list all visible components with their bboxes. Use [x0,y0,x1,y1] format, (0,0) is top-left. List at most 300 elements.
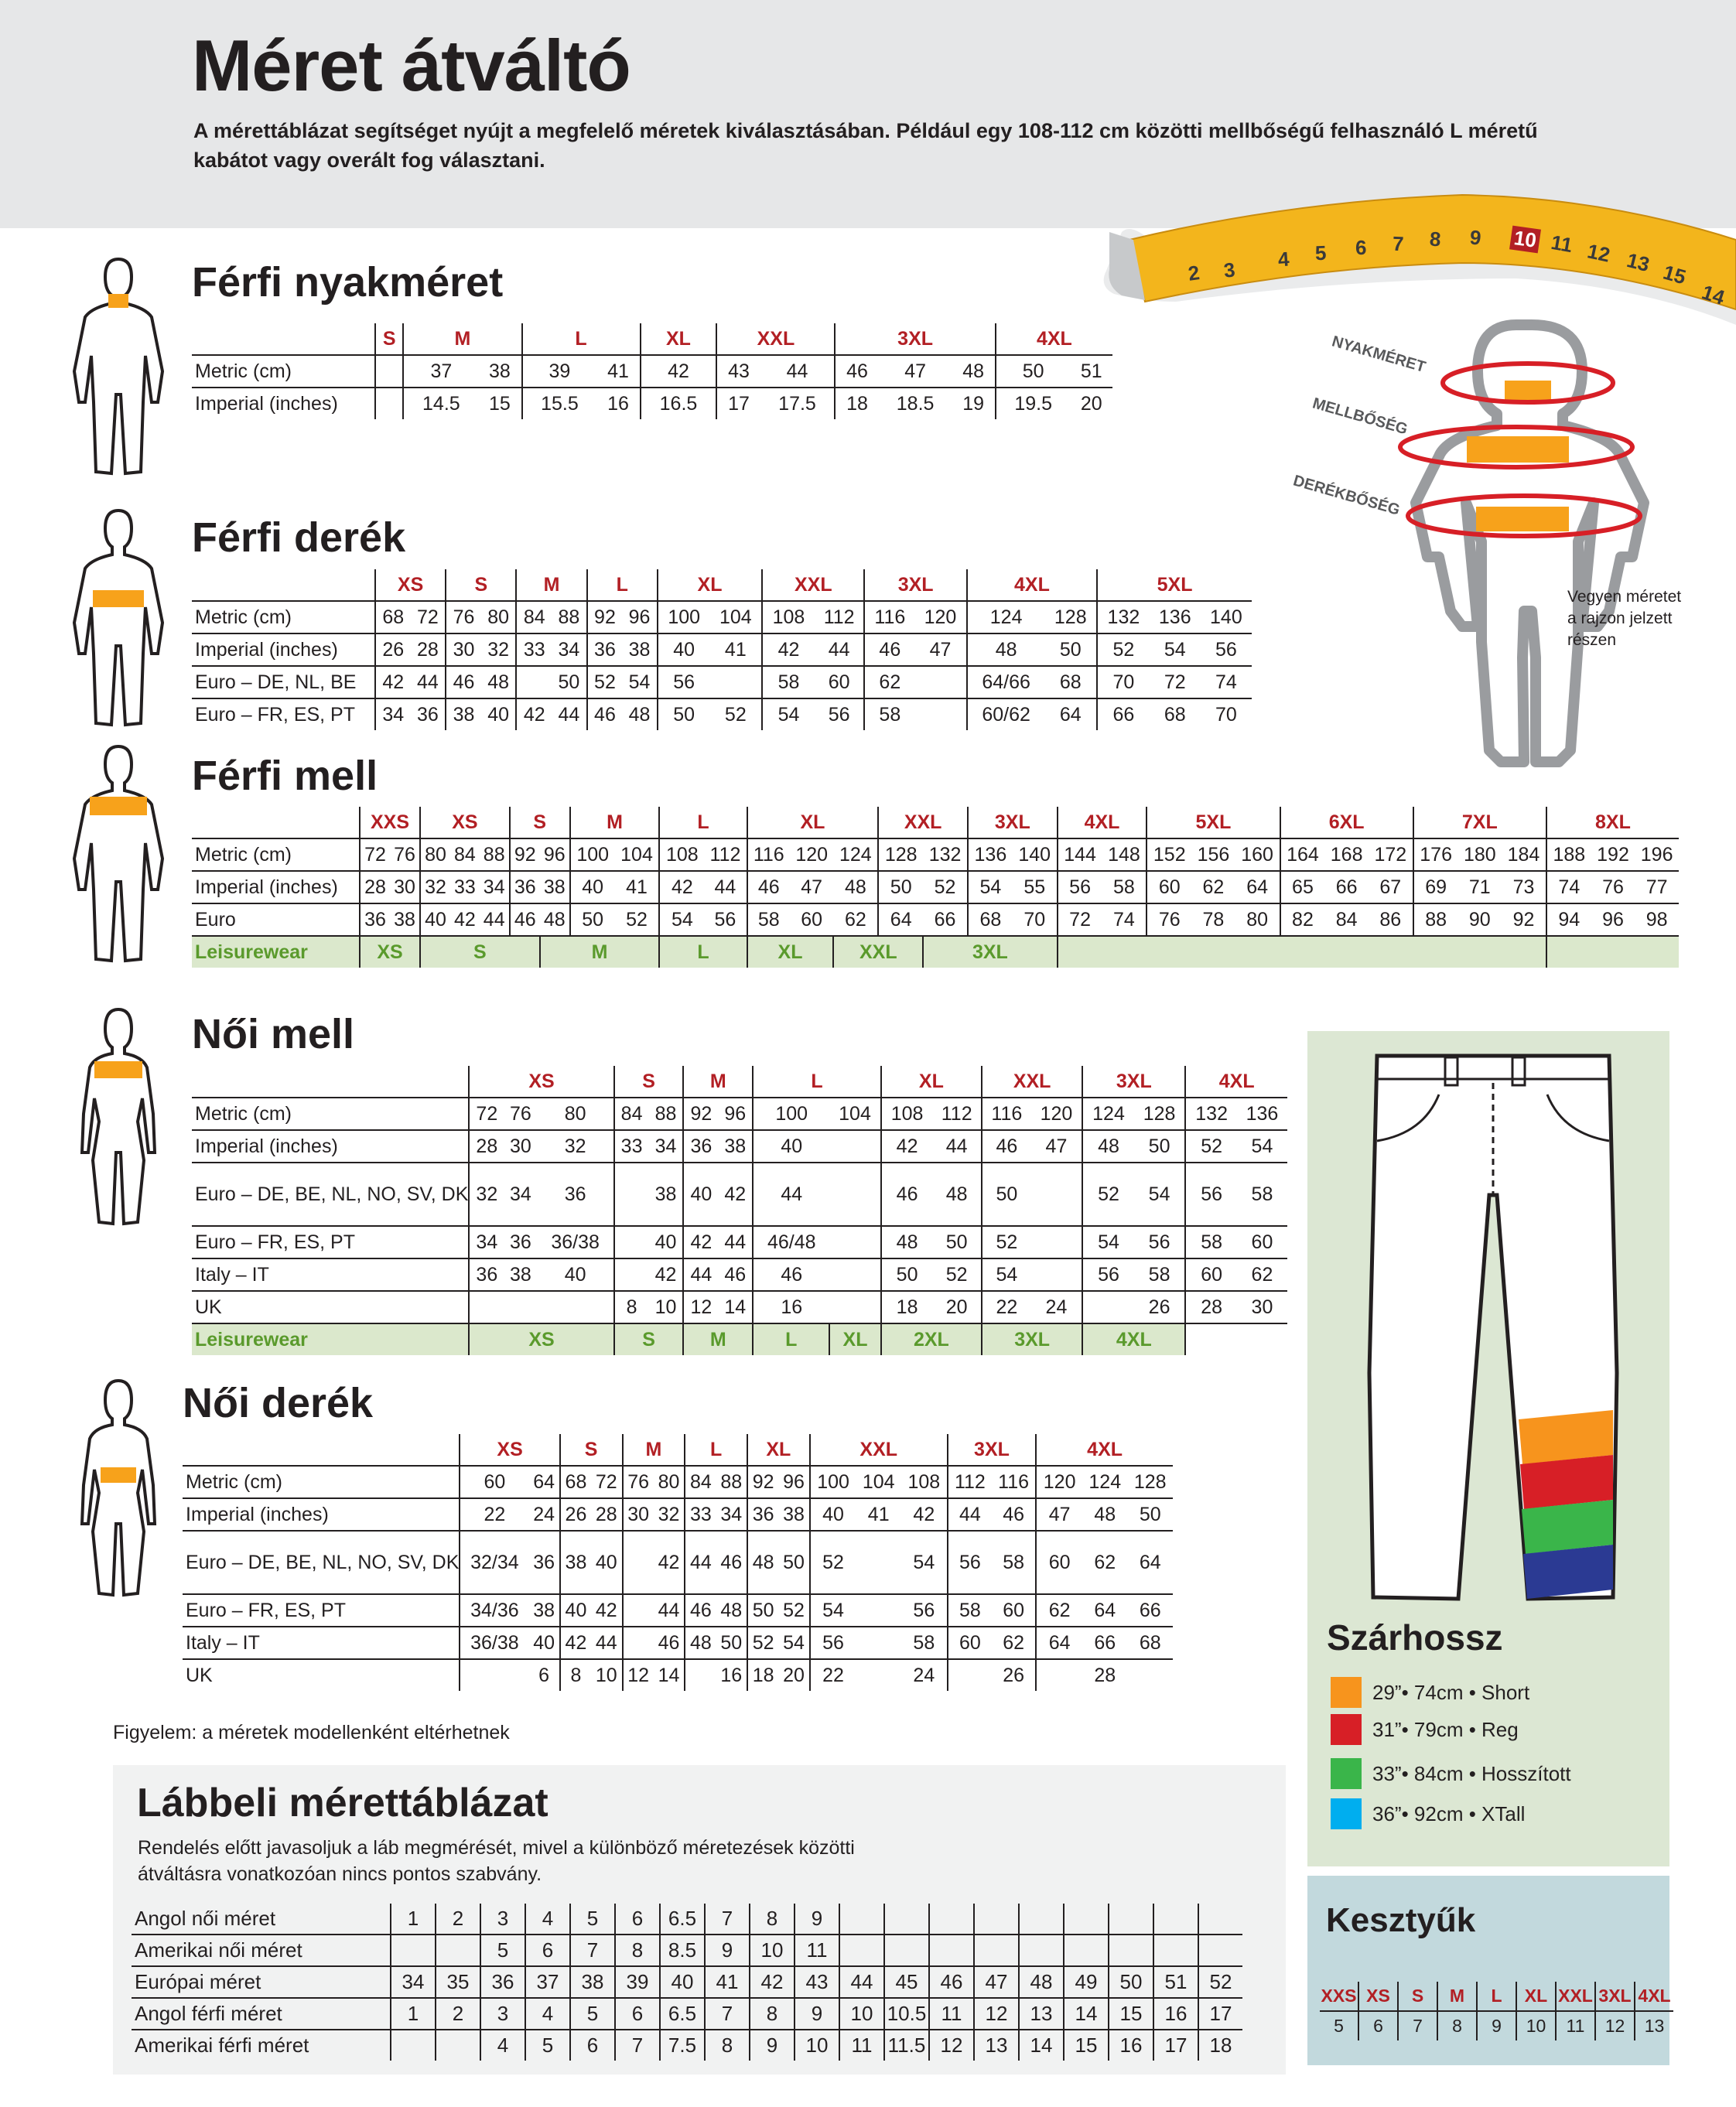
footwear-cell: 16 [1109,2030,1153,2061]
table-cell: 42 [375,666,411,698]
table-row [192,1258,1287,1291]
table-cell [614,1258,649,1291]
table-cell: 46 [446,666,481,698]
table-cell: 26 [375,633,411,666]
table-cell: 46 [587,698,623,730]
footwear-cell: 38 [570,1966,615,1998]
table-cell: 84 [614,1098,649,1130]
table-cell: 38 [560,1531,591,1594]
table-cell [856,1627,900,1659]
size-header: S [446,569,516,601]
table-cell: 76 [623,1466,654,1498]
table-cell: 76 [1147,903,1191,936]
table-cell: 68 [1150,698,1201,730]
footwear-cell: 15 [1109,1998,1153,2030]
row-label: Euro – DE, BE, NL, NO, SV, DK [192,1163,469,1226]
table-cell: 88 [552,601,587,633]
table-cell: 42 [901,1498,948,1531]
table-cell: 40 [481,698,517,730]
tape-number: 5 [1314,241,1327,265]
table-cell: 34 [552,633,587,666]
leisurewear-cell: S [614,1323,684,1355]
table-cell: 48 [481,666,517,698]
table-cell [710,666,763,698]
size-header: M [623,1434,685,1466]
table-cell: 69 [1413,871,1458,903]
footwear-cell: 3 [480,1998,525,2030]
leisurewear-cell: XL [829,1323,881,1355]
table-cell: 58 [747,903,790,936]
male-figure-waist-icon [68,507,169,731]
footwear-row-label: Európai méret [132,1966,391,1998]
table-cell: 36 [538,1163,614,1226]
row-label: Euro – FR, ES, PT [183,1594,460,1627]
table-cell: 38 [504,1258,537,1291]
table-cell: 55 [1013,871,1058,903]
table-cell: 60 [1036,1531,1082,1594]
footwear-cell: 17 [1198,1998,1242,2030]
size-header: XL [641,323,717,355]
waist-band [1476,507,1569,531]
table-cell: 50 [1127,1498,1173,1531]
table-cell: 33 [685,1498,716,1531]
table-cell: 38 [622,633,658,666]
table-cell: 33 [450,871,480,903]
footwear-cell [436,1935,480,1966]
table-cell: 46/48 [753,1226,829,1258]
table-cell: 108 [659,838,704,871]
footwear-cell: 51 [1153,1966,1198,1998]
row-label: Euro – FR, ES, PT [192,698,375,730]
leisurewear-cell: 3XL [923,936,1058,968]
size-disclaimer: Figyelem: a méretek modellenként eltérhetnek [113,1722,510,1743]
table-cell: 46 [864,633,914,666]
neck-title: Férfi nyakméret [192,259,504,306]
row-label: Italy – IT [192,1258,469,1291]
size-header: 3XL [864,569,966,601]
footwear-cell: 42 [750,1966,795,1998]
table-cell [1036,1659,1082,1691]
leisurewear-cell: L [753,1323,829,1355]
table-cell: 22 [982,1291,1031,1323]
table-cell: 96 [622,601,658,633]
table-cell: 132 [1097,601,1150,633]
table-cell: 30 [504,1130,537,1163]
footwear-cell: 5 [480,1935,525,1966]
table-cell: 58 [1185,1226,1237,1258]
footwear-cell [1109,1904,1153,1935]
footwear-cell: 12 [974,1998,1019,2030]
table-cell: 40 [538,1258,614,1291]
row-label: Imperial (inches) [183,1498,460,1531]
table-cell: 124 [833,838,878,871]
table-cell: 48 [952,355,996,388]
footwear-cell: 10 [795,2030,839,2061]
footwear-cell: 14 [1064,1998,1109,2030]
table-cell: 48 [833,871,878,903]
table-cell: 43 [716,355,760,388]
size-header: XS [375,569,446,601]
row-label: Metric (cm) [192,355,375,388]
table-row [192,355,1112,388]
table-cell: 66 [1324,871,1369,903]
table-cell: 94 [1546,903,1591,936]
table-cell: 92 [510,838,540,871]
size-header: S [510,807,570,838]
table-cell: 44 [654,1594,685,1627]
row-label: Imperial (inches) [192,871,360,903]
table-cell: 62 [1082,1531,1127,1594]
table-cell: 6 [528,1659,559,1691]
table-cell: 16 [716,1659,747,1691]
footwear-cell [1198,1904,1242,1935]
table-cell: 64 [1044,698,1097,730]
table-cell: 56 [1185,1163,1237,1226]
table-row [192,666,1252,698]
table-cell: 50 [932,1226,982,1258]
table-cell: 48 [967,633,1045,666]
table-cell [623,1594,654,1627]
table-cell: 48 [716,1594,747,1627]
table-cell: 60 [1147,871,1191,903]
table-cell: 148 [1102,838,1147,871]
footwear-cell: 43 [795,1966,839,1998]
female-figure-chest-icon [68,1006,169,1230]
size-header: 5XL [1097,569,1252,601]
footwear-cell: 39 [615,1966,660,1998]
tape-number: 13 [1624,248,1652,277]
size-header: XXL [982,1066,1082,1098]
table-cell: 42 [881,1130,933,1163]
table-cell: 128 [1134,1098,1186,1130]
table-cell: 32 [469,1163,504,1226]
gloves-size-header: L [1477,1982,1516,2011]
table-cell: 40 [658,633,710,666]
table-cell: 132 [1185,1098,1237,1130]
intro-text: A mérettáblázat segítséget nyújt a megfelelő méretek kiválasztásában. Például egy 108-112 cm közötti mellbőségű felhasználó L méretű kabátot vagy overált fog választani. [193,119,1538,172]
table-cell: 42 [654,1531,685,1594]
table-cell: 16 [753,1291,829,1323]
women-chest-size-table [192,1066,1287,1355]
size-header: M [570,807,660,838]
table-row [192,1098,1287,1130]
table-cell: 42 [591,1594,622,1627]
row-label: Imperial (inches) [192,633,375,666]
table-cell: 36 [504,1226,537,1258]
neck-size-table [192,323,1112,419]
table-cell: 50 [996,355,1071,388]
footwear-cell: 13 [974,2030,1019,2061]
table-cell: 42 [683,1226,718,1258]
table-cell: 62 [992,1627,1036,1659]
table-cell: 40 [528,1627,559,1659]
table-cell: 124 [1082,1098,1134,1130]
table-cell: 112 [948,1466,992,1498]
table-cell: 67 [1369,871,1413,903]
table-cell: 46 [992,1498,1036,1531]
table-cell: 136 [1150,601,1201,633]
table-cell: 84 [450,838,480,871]
footwear-row [132,1935,1242,1966]
table-cell: 28 [411,633,446,666]
footwear-cell: 8 [705,2030,750,2061]
table-cell: 32/34 [460,1531,528,1594]
table-row [183,1466,1173,1498]
table-cell: 42 [762,633,815,666]
leisurewear-cell [1546,936,1679,968]
table-row [192,1291,1287,1323]
table-cell: 28 [591,1498,622,1531]
table-cell: 100 [753,1098,829,1130]
inseam-swatch [1331,1714,1362,1745]
table-cell: 66 [1097,698,1150,730]
table-cell: 112 [932,1098,982,1130]
table-cell [1127,1659,1173,1691]
table-cell: 54 [762,698,815,730]
footwear-cell: 8 [615,1935,660,1966]
table-cell: 58 [1102,871,1147,903]
footwear-row [132,1904,1242,1935]
footwear-cell: 2 [436,1904,480,1935]
table-cell: 52 [1097,633,1150,666]
footwear-cell: 10 [750,1935,795,1966]
table-cell: 44 [753,1163,829,1226]
table-cell: 64/66 [967,666,1045,698]
table-cell [829,1258,881,1291]
footwear-cell: 6 [525,1935,570,1966]
size-header: XL [747,807,879,838]
neck-label: NYAKMÉRET [1330,333,1428,377]
table-cell: 54 [1237,1130,1287,1163]
table-cell: 47 [1036,1498,1082,1531]
table-cell: 50 [716,1627,747,1659]
size-header: 4XL [967,569,1097,601]
footwear-cell: 9 [750,2030,795,2061]
table-cell: 18 [881,1291,933,1323]
footwear-cell: 1 [391,1998,436,2030]
footwear-cell [839,1935,884,1966]
table-cell: 92 [683,1098,718,1130]
leisurewear-cell: 3XL [982,1323,1082,1355]
gloves-size-header: XL [1516,1982,1556,2011]
table-cell: 192 [1591,838,1635,871]
table-cell: 40 [420,903,450,936]
table-cell: 51 [1071,355,1112,388]
table-cell: 56 [1134,1226,1186,1258]
gloves-value-row [1320,2011,1673,2040]
table-cell: 68 [375,601,411,633]
male-figure-chest-icon [68,743,169,967]
size-header: 4XL [1036,1434,1173,1466]
table-cell: 28 [360,871,390,903]
footwear-cell: 49 [1064,1966,1109,1998]
size-header: 3XL [835,323,995,355]
footwear-cell: 7 [705,1904,750,1935]
tape-number: 9 [1468,225,1483,250]
table-cell: 136 [1237,1098,1287,1130]
table-cell: 74 [1102,903,1147,936]
table-cell: 41 [856,1498,900,1531]
table-cell: 52 [747,1627,778,1659]
men-chest-title: Férfi mell [192,753,378,799]
table-cell [829,1163,881,1226]
table-cell: 48 [540,903,570,936]
table-cell: 40 [560,1594,591,1627]
footwear-cell: 17 [1153,2030,1198,2061]
gloves-size-header: 3XL [1595,1982,1635,2011]
gloves-size-header: M [1437,1982,1477,2011]
table-cell: 30 [1237,1291,1287,1323]
gloves-size-header: XS [1358,1982,1398,2011]
table-cell: 96 [718,1098,753,1130]
table-cell: 76 [1591,871,1635,903]
table-cell [504,1291,537,1323]
table-cell: 80 [538,1098,614,1130]
tape-number: 11 [1549,230,1574,258]
table-cell [1031,1226,1083,1258]
table-cell: 20 [778,1659,809,1691]
inseam-band [1519,1410,1613,1464]
table-cell: 32 [538,1130,614,1163]
table-cell [469,1291,504,1323]
footwear-cell: 7 [570,1935,615,1966]
table-cell: 52 [923,871,968,903]
footwear-size-table [132,1904,1242,2061]
tape-number: 3 [1222,258,1236,282]
footwear-cell: 11.5 [884,2030,929,2061]
table-cell: 44 [411,666,446,698]
table-cell: 62 [833,903,878,936]
table-cell: 72 [1150,666,1201,698]
footwear-cell [929,1935,974,1966]
table-cell: 100 [570,838,615,871]
table-cell: 30 [446,633,481,666]
table-cell: 48 [881,1226,933,1258]
table-cell [829,1226,881,1258]
table-cell: 44 [815,633,865,666]
table-cell: 36 [469,1258,504,1291]
tape-number: 15 [1660,260,1689,289]
table-cell: 64 [1036,1627,1082,1659]
table-cell: 15 [478,388,521,419]
table-cell: 120 [914,601,967,633]
row-label: Euro – DE, BE, NL, NO, SV, DK [183,1531,460,1594]
size-header: XXS [360,807,420,838]
footwear-cell [974,1935,1019,1966]
table-cell: 54 [810,1594,856,1627]
footwear-cell [1153,1904,1198,1935]
table-cell: 46 [685,1594,716,1627]
leisurewear-cell [1058,936,1546,968]
table-cell [1031,1258,1083,1291]
table-cell: 48 [932,1163,982,1226]
table-cell: 98 [1635,903,1679,936]
footwear-cell [1019,1904,1064,1935]
footwear-cell: 35 [436,1966,480,1998]
table-cell [914,698,967,730]
leisurewear-row [192,1323,1287,1355]
table-cell: 50 [552,666,587,698]
table-cell: 24 [901,1659,948,1691]
footwear-row [132,1998,1242,2030]
table-cell: 112 [704,838,747,871]
footwear-cell [1153,1935,1198,1966]
footwear-cell: 10 [839,1998,884,2030]
table-cell: 152 [1147,838,1191,871]
footwear-cell: 8 [750,1904,795,1935]
tape-number: 8 [1429,227,1442,251]
size-header: 8XL [1546,807,1679,838]
table-cell: 124 [1082,1466,1127,1498]
table-cell: 60 [790,903,834,936]
size-header: 7XL [1413,807,1546,838]
table-cell: 70 [1097,666,1150,698]
male-figure-neck-icon [68,255,169,480]
table-cell: 44 [948,1498,992,1531]
table-cell: 56 [1082,1258,1134,1291]
footwear-cell: 7 [615,2030,660,2061]
table-cell: 78 [1191,903,1235,936]
table-cell: 52 [810,1531,856,1594]
table-cell: 34/36 [460,1594,528,1627]
table-cell: 20 [932,1291,982,1323]
table-cell: 12 [623,1659,654,1691]
table-cell: 58 [992,1531,1036,1594]
table-cell: 52 [932,1258,982,1291]
row-label: Euro [192,903,360,936]
leisurewear-cell: L [659,936,747,968]
table-cell: 80 [654,1466,685,1498]
neck-band [1505,381,1551,401]
table-cell: 34 [649,1130,684,1163]
inseam-legend-item [1331,1714,1519,1745]
footwear-cell [391,1935,436,1966]
footwear-cell [929,1904,974,1935]
footwear-cell: 12 [929,2030,974,2061]
table-cell: 58 [1134,1258,1186,1291]
gloves-size-header: 4XL [1635,1982,1673,2011]
table-cell: 64 [1082,1594,1127,1627]
table-row [183,1531,1173,1594]
footwear-cell: 6 [615,1998,660,2030]
table-cell: 160 [1235,838,1280,871]
table-cell: 56 [815,698,865,730]
table-cell: 56 [948,1531,992,1594]
table-cell: 26 [992,1659,1036,1691]
women-waist-size-table [183,1434,1173,1691]
table-cell: 68 [1127,1627,1173,1659]
size-header: M [683,1066,753,1098]
table-cell: 37 [403,355,478,388]
table-cell: 52 [982,1226,1031,1258]
table-cell: 20 [1071,388,1112,419]
leisurewear-cell: XXL [833,936,923,968]
table-cell: 40 [591,1531,622,1594]
table-cell: 40 [810,1498,856,1531]
footwear-cell: 6 [615,1904,660,1935]
table-cell: 90 [1458,903,1502,936]
table-cell: 60/62 [967,698,1045,730]
footwear-cell: 7 [705,1998,750,2030]
table-cell: 66 [923,903,968,936]
table-cell: 48 [685,1627,716,1659]
header-spacer [192,323,375,355]
tape-number: 12 [1585,239,1612,267]
table-cell: 56 [810,1627,856,1659]
table-cell: 22 [460,1498,528,1531]
table-cell: 92 [747,1466,778,1498]
table-cell: 36/38 [538,1226,614,1258]
